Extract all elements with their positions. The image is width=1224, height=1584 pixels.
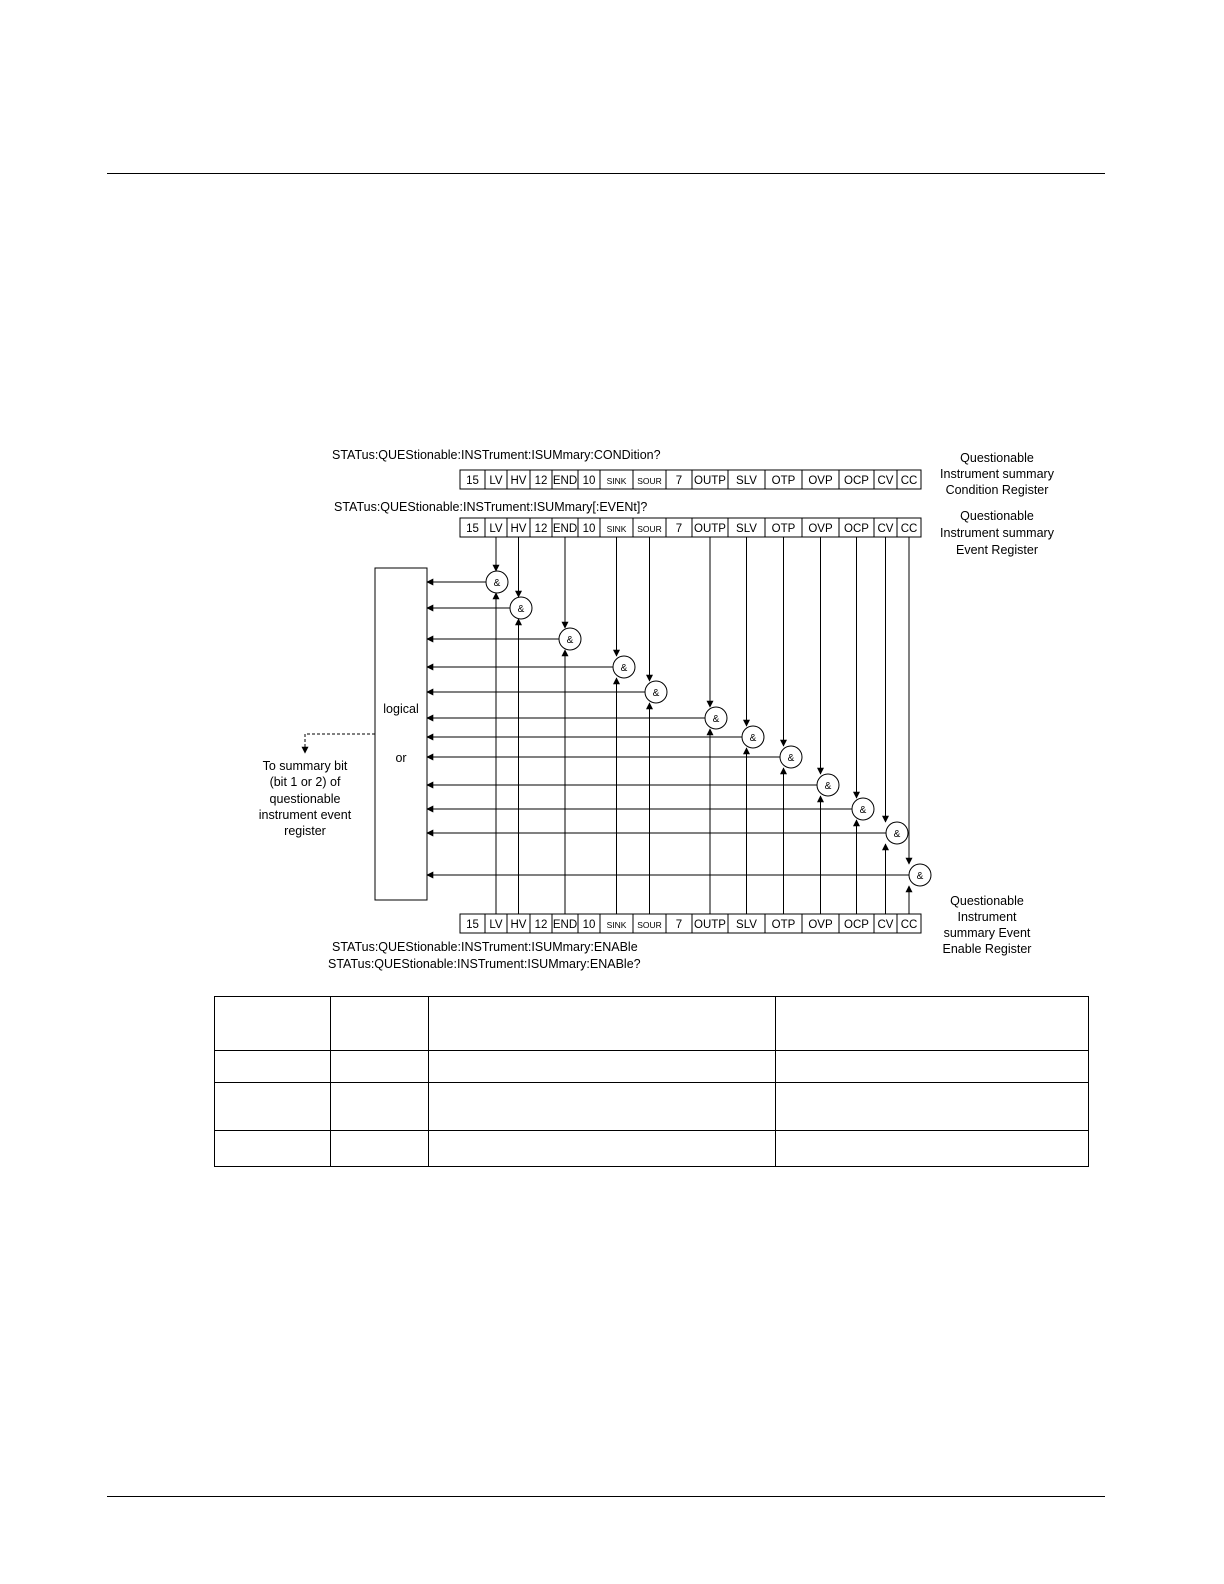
- enable-bit-12: 12: [534, 919, 548, 931]
- enable-query-label: STATus:QUEStionable:INSTrument:ISUMmary:ENABle?: [328, 957, 641, 971]
- condition-bit-10: 10: [582, 475, 596, 487]
- event-bit-slv: SLV: [736, 523, 757, 535]
- enable-bit-cv: CV: [877, 919, 894, 931]
- and-gate-symbol: &: [620, 663, 628, 674]
- footer-rule: [107, 1496, 1105, 1497]
- summary-note: [259, 759, 352, 838]
- and-gate-symbol: &: [566, 635, 574, 646]
- table-cell: [776, 1131, 1089, 1167]
- svg-text:Condition Register: Condition Register: [945, 483, 1049, 497]
- svg-text:To summary bit: To summary bit: [262, 759, 348, 773]
- enable-bit-ovp: OVP: [808, 919, 833, 931]
- event-bit-12: 12: [534, 523, 548, 535]
- event-command-label: STATus:QUEStionable:INSTrument:ISUMmary[:EVENt]?: [334, 500, 648, 514]
- condition-bit-7: 7: [675, 475, 683, 487]
- event-bit-cc: CC: [900, 523, 918, 535]
- condition-register: [460, 470, 921, 489]
- table-row: [215, 1131, 1089, 1167]
- table-cell: [331, 1051, 429, 1083]
- table-row: [215, 1083, 1089, 1131]
- table-cell: [429, 997, 776, 1051]
- svg-text:(bit 1 or 2) of: (bit 1 or 2) of: [269, 775, 341, 789]
- and-gate-symbol: &: [517, 604, 525, 615]
- table-cell: [215, 1083, 331, 1131]
- table-cell: [776, 997, 1089, 1051]
- and-gate-symbol: &: [493, 578, 501, 589]
- svg-text:questionable: questionable: [269, 792, 341, 806]
- event-register: [460, 518, 921, 537]
- condition-bit-15: 15: [466, 475, 479, 487]
- enable-bit-15: 15: [466, 919, 479, 931]
- enable-bit-end: END: [552, 919, 578, 931]
- condition-bit-cv: CV: [877, 475, 894, 487]
- enable-bit-hv: HV: [510, 919, 527, 931]
- condition-bit-end: END: [552, 475, 578, 487]
- svg-text:Instrument summary: Instrument summary: [940, 467, 1054, 481]
- table-cell: [215, 997, 331, 1051]
- svg-text:Questionable: Questionable: [960, 509, 1034, 523]
- enable-bit-sour: SOUR: [637, 920, 662, 930]
- logical-or-block: [375, 568, 427, 900]
- condition-bit-hv: HV: [510, 475, 527, 487]
- enable-bit-slv: SLV: [736, 919, 757, 931]
- table-cell: [429, 1083, 776, 1131]
- enable-bit-otp: OTP: [771, 919, 796, 931]
- and-gates: [427, 537, 931, 914]
- svg-text:instrument event: instrument event: [258, 808, 352, 822]
- enable-bit-cc: CC: [900, 919, 918, 931]
- event-bit-sour: SOUR: [637, 524, 662, 534]
- table-cell: [776, 1051, 1089, 1083]
- condition-bit-sink: SINK: [606, 476, 627, 486]
- enable-bit-lv: LV: [489, 919, 503, 931]
- event-bit-cv: CV: [877, 523, 894, 535]
- event-bit-sink: SINK: [606, 524, 627, 534]
- svg-text:Event Register: Event Register: [956, 543, 1038, 557]
- event-bit-7: 7: [675, 523, 683, 535]
- table-cell: [429, 1131, 776, 1167]
- svg-text:Questionable: Questionable: [960, 451, 1034, 465]
- svg-text:Instrument: Instrument: [957, 910, 1017, 924]
- table-cell: [215, 1131, 331, 1167]
- condition-command-label: STATus:QUEStionable:INSTrument:ISUMmary:CONDition?: [332, 448, 661, 462]
- enable-register-caption: [943, 894, 1032, 956]
- enable-bit-10: 10: [582, 919, 596, 931]
- svg-text:summary Event: summary Event: [943, 926, 1031, 940]
- table-cell: [331, 1131, 429, 1167]
- event-bit-otp: OTP: [771, 523, 796, 535]
- event-bit-hv: HV: [510, 523, 527, 535]
- summary-output-line: [305, 734, 375, 753]
- event-bit-outp: OUTP: [694, 523, 726, 535]
- logical-label: logical: [383, 702, 419, 716]
- condition-bit-cc: CC: [900, 475, 918, 487]
- event-bit-10: 10: [582, 523, 596, 535]
- header-rule: [107, 173, 1105, 174]
- table-cell: [331, 997, 429, 1051]
- svg-text:Enable Register: Enable Register: [942, 942, 1032, 956]
- table-cell: [331, 1083, 429, 1131]
- table-cell: [776, 1083, 1089, 1131]
- condition-bit-outp: OUTP: [694, 475, 726, 487]
- condition-bit-ovp: OVP: [808, 475, 833, 487]
- svg-text:Instrument summary: Instrument summary: [940, 526, 1054, 540]
- and-gate-symbol: &: [824, 781, 832, 792]
- and-gate-symbol: &: [893, 829, 901, 840]
- enable-command-label: STATus:QUEStionable:INSTrument:ISUMmary:ENABle: [332, 940, 638, 954]
- condition-bit-ocp: OCP: [844, 475, 869, 487]
- condition-bit-sour: SOUR: [637, 476, 662, 486]
- enable-bit-ocp: OCP: [844, 919, 869, 931]
- event-register-caption: [940, 509, 1055, 557]
- svg-text:register: register: [284, 824, 326, 838]
- and-gate-symbol: &: [787, 753, 795, 764]
- event-bit-lv: LV: [489, 523, 503, 535]
- condition-register-caption: [940, 451, 1055, 497]
- and-gate-symbol: &: [859, 805, 867, 816]
- table-row: [215, 1051, 1089, 1083]
- condition-bit-lv: LV: [489, 475, 503, 487]
- enable-bit-7: 7: [675, 919, 683, 931]
- enable-register: [460, 914, 921, 933]
- table-cell: [429, 1051, 776, 1083]
- condition-bit-slv: SLV: [736, 475, 757, 487]
- condition-bit-otp: OTP: [771, 475, 796, 487]
- and-gate-symbol: &: [916, 871, 924, 882]
- event-bit-end: END: [552, 523, 578, 535]
- and-gate-symbol: &: [652, 688, 660, 699]
- event-bit-ocp: OCP: [844, 523, 869, 535]
- status-register-diagram: [240, 440, 1070, 980]
- event-bit-15: 15: [466, 523, 479, 535]
- enable-bit-sink: SINK: [606, 920, 627, 930]
- svg-text:Questionable: Questionable: [950, 894, 1024, 908]
- table-cell: [215, 1051, 331, 1083]
- and-gate-symbol: &: [749, 733, 757, 744]
- event-bit-ovp: OVP: [808, 523, 833, 535]
- bit-definition-table: [214, 996, 1089, 1167]
- table-header-row: [215, 997, 1089, 1051]
- or-label: or: [395, 751, 407, 765]
- condition-bit-12: 12: [534, 475, 548, 487]
- enable-bit-outp: OUTP: [694, 919, 726, 931]
- and-gate-symbol: &: [712, 714, 720, 725]
